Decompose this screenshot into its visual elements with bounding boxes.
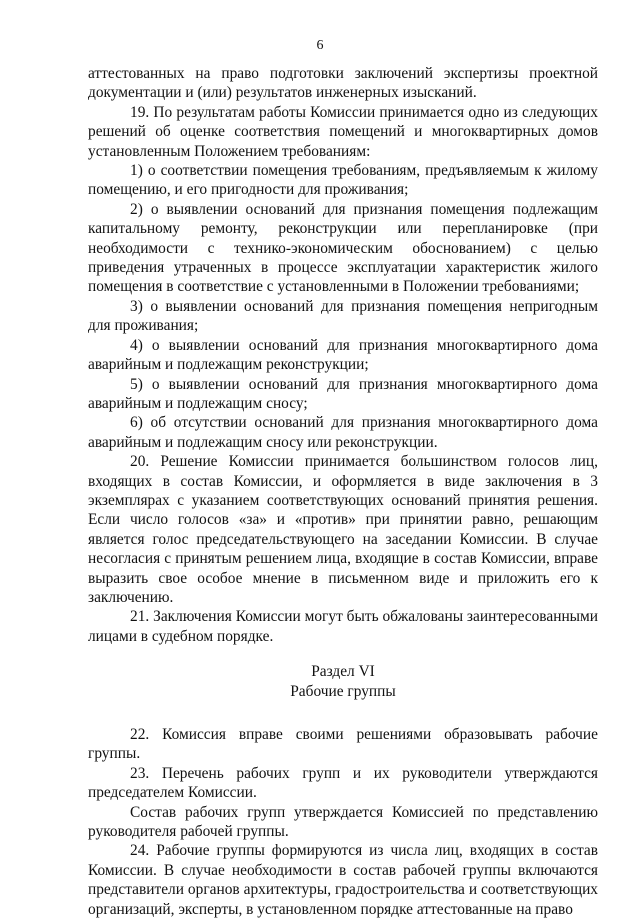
- section-title: Рабочие группы: [290, 682, 396, 700]
- section-heading: [88, 662, 598, 701]
- paragraph: 20. Решение Комиссии принимается большинством голосов лиц, входящих в состав Комиссии, и оформляется в виде заключения в 3 экземплярах с указанием соответствующих оснований принятия решения. Если число голосов «за» и «против» при принятии равно, решающим является голос председательствующего на заседании Комиссии. В случае несогласия с принятым решением лица, входящие в состав Комиссии, вправе выразить свое особое мнение в письменном виде и приложить его к заключению.: [88, 453, 598, 606]
- paragraph: 5) о выявлении оснований для признания многоквартирного дома аварийным и подлежащим сносу;: [88, 375, 598, 412]
- paragraph: 3) о выявлении оснований для признания помещения непригодным для проживания;: [88, 297, 598, 335]
- paragraph: 23. Перечень рабочих групп и их руководители утверждаются председателем Комиссии.: [88, 764, 598, 802]
- paragraph: 6) об отсутствии оснований для признания многоквартирного дома аварийным и подлежащим сносу или реконструкции.: [88, 414, 598, 451]
- paragraphs-before-section: [88, 64, 598, 646]
- paragraph: Состав рабочих групп утверждается Комиссией по представлению руководителя рабочей группы.: [88, 803, 598, 841]
- paragraph: 21. Заключения Комиссии могут быть обжалованы заинтересованными лицами в судебном порядке.: [88, 608, 598, 645]
- document-body: [88, 64, 598, 919]
- section-label: Раздел VI: [311, 663, 375, 681]
- paragraphs-after-section: [88, 725, 598, 919]
- paragraph: 22. Комиссия вправе своими решениями образовывать рабочие группы.: [88, 726, 598, 763]
- paragraph: 4) о выявлении оснований для признания многоквартирного дома аварийным и подлежащим реконструкции;: [88, 336, 598, 374]
- paragraph: 19. По результатам работы Комиссии принимается одно из следующих решений об оценке соответствия помещений и многоквартирных домов установленным Положением требованиям:: [88, 103, 598, 160]
- paragraph: 1) о соответствии помещения требованиям, предъявляемым к жилому помещению, и его пригодности для проживания;: [88, 162, 598, 199]
- paragraph: 2) о выявлении оснований для признания помещения подлежащим капитальному ремонту, реконструкции или перепланировке (при необходимости с технико-экономическим обоснованием) с целью приведения утраченных в процессе эксплуатации характеристик жилого помещения в соответствие с установленными в Положении требованиями;: [88, 200, 598, 296]
- page-number: 6: [316, 38, 324, 53]
- paragraph: 24. Рабочие группы формируются из числа лиц, входящих в состав Комиссии. В случае необходимости в состав рабочей группы включаются представители органов архитектуры, градостроительства и соответствующих организаций, эксперты, в установленном порядке аттестованные на право: [88, 842, 598, 918]
- paragraph: аттестованных на право подготовки заключений экспертизы проектной документации и (или) результатов инженерных изысканий.: [88, 65, 598, 102]
